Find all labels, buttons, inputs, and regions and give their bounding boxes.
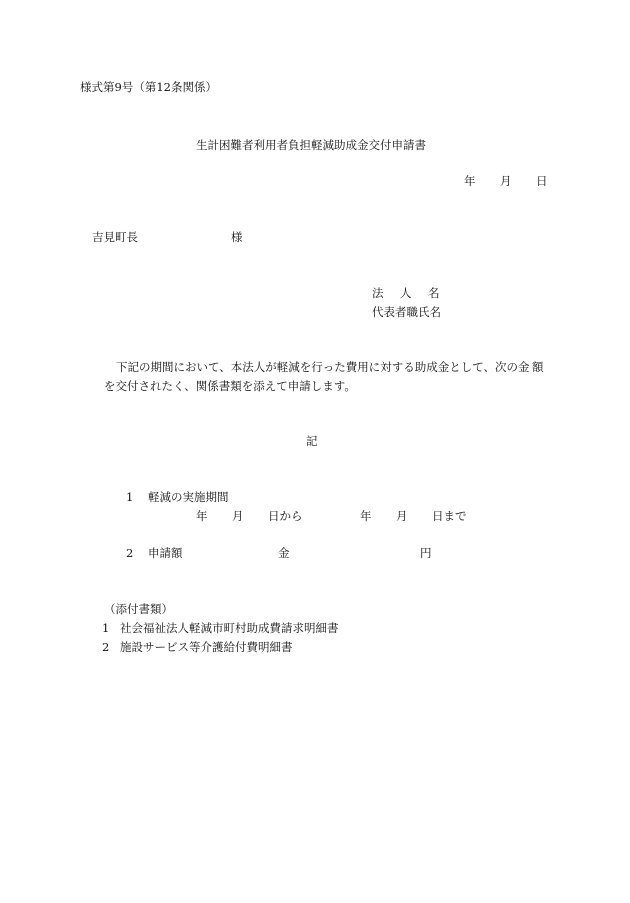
body-line-2: を交付されたく、関係書類を添えて申請します。 <box>104 379 356 393</box>
addressee-name: 吉見町長 <box>92 230 138 244</box>
item-1-number: 1 <box>126 490 134 504</box>
item-1-from-month: 月 <box>232 509 244 523</box>
corp-name-label-2: 人 <box>400 286 412 300</box>
body-line-1: 下記の期間において、本法人が軽減を行った費用に対する助成金として、次の金 <box>116 360 530 374</box>
body-line-1-tail: 額 <box>532 360 544 374</box>
item-2-number: 2 <box>126 546 134 560</box>
attachment-1-text: 社会福祉法人軽減市町村助成費請求明細書 <box>120 621 339 635</box>
ki-heading: 記 <box>306 434 318 448</box>
attachments-heading: （添付書類） <box>104 602 173 616</box>
representative-label: 代表者職氏名 <box>372 305 441 319</box>
item-2-en: 円 <box>420 546 432 560</box>
item-1-label: 軽減の実施期間 <box>148 490 229 504</box>
item-1-to-year: 年 <box>360 509 372 523</box>
item-2-label: 申請額 <box>148 546 183 560</box>
date-year-label: 年 <box>464 174 476 188</box>
item-1-from-day: 日から <box>268 509 303 523</box>
corp-name-label-1: 法 <box>372 286 384 300</box>
addressee-honorific: 様 <box>231 230 243 244</box>
date-month-label: 月 <box>500 174 512 188</box>
form-number: 様式第9号（第12条関係） <box>80 80 217 94</box>
attachment-2-number: 2 <box>102 640 110 654</box>
item-1-to-day: 日まで <box>432 509 467 523</box>
attachment-2-text: 施設サービス等介護給付費明細書 <box>120 640 293 654</box>
item-2-kin: 金 <box>278 546 290 560</box>
attachment-1-number: 1 <box>102 621 110 635</box>
item-1-from-year: 年 <box>196 509 208 523</box>
date-day-label: 日 <box>536 174 548 188</box>
item-1-to-month: 月 <box>396 509 408 523</box>
document-title: 生計困難者利用者負担軽減助成金交付申請書 <box>196 138 426 152</box>
corp-name-label-3: 名 <box>428 286 440 300</box>
